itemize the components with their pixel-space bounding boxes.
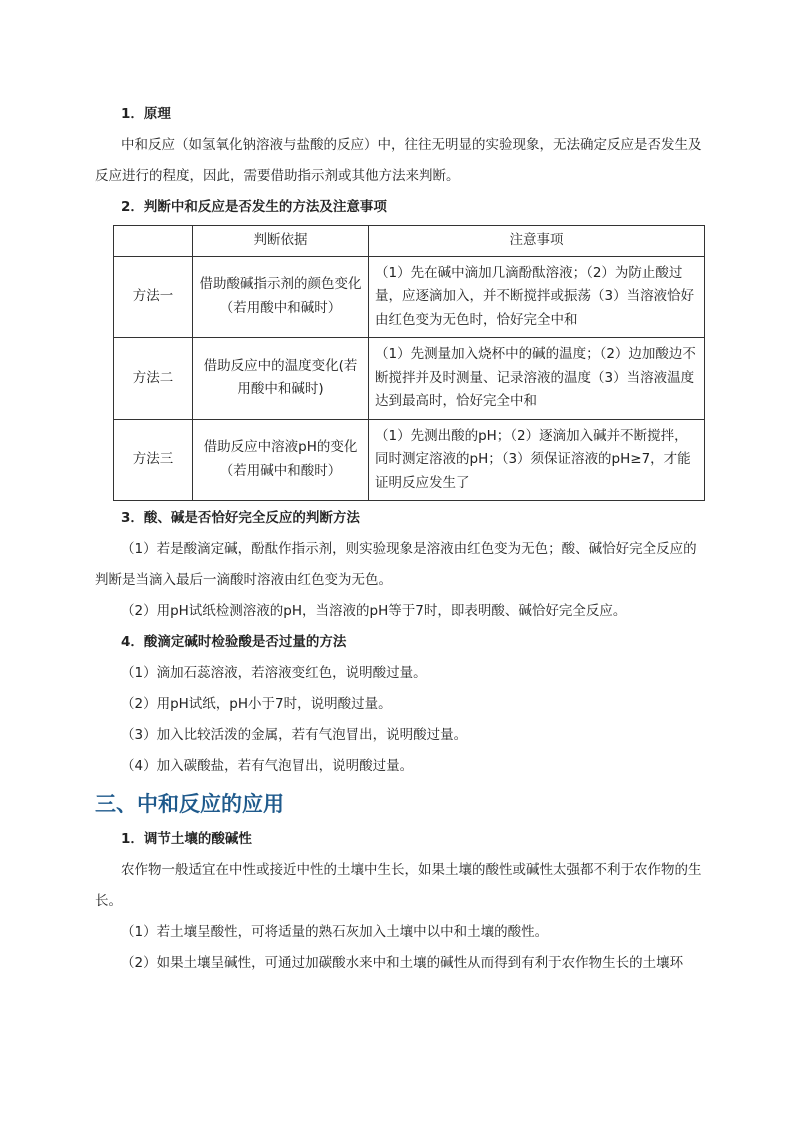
table-header-row bbox=[114, 226, 705, 257]
soil-paragraph: 农作物一般适宜在中性或接近中性的土壤中生长，如果土壤的酸性或碱性太强都不利于农作物的生长。 bbox=[95, 862, 702, 909]
document-content bbox=[95, 99, 707, 979]
section-heading-soil: 1．调节土壤的酸碱性 bbox=[121, 831, 252, 847]
excess-acid-item: （2）用pH试纸，pH小于7时，说明酸过量。 bbox=[121, 696, 392, 712]
table-row bbox=[114, 338, 705, 420]
table-header-cell: 判断依据 bbox=[193, 226, 369, 257]
basis-cell: 借助反应中溶液pH的变化（若用碱中和酸时） bbox=[193, 419, 369, 501]
table-header-cell: 注意事项 bbox=[369, 226, 705, 257]
table-header-cell bbox=[114, 226, 193, 257]
method-name-cell: 方法二 bbox=[114, 338, 193, 420]
judgement-item: （2）用pH试纸检测溶液的pH，当溶液的pH等于7时，即表明酸、碱恰好完全反应。 bbox=[121, 603, 627, 619]
notes-cell: （1）先在碱中滴加几滴酚酞溶液；（2）为防止酸过量，应逐滴加入，并不断搅拌或振荡（3）当溶液恰好由红色变为无色时，恰好完全中和 bbox=[369, 256, 705, 338]
table-row bbox=[114, 419, 705, 501]
section-heading-judgement: 3．酸、碱是否恰好完全反应的判断方法 bbox=[121, 510, 360, 526]
methods-table bbox=[113, 225, 705, 501]
section-heading-principle: 1．原理 bbox=[121, 106, 171, 122]
table-row bbox=[114, 256, 705, 338]
basis-cell: 借助酸碱指示剂的颜色变化（若用酸中和碱时） bbox=[193, 256, 369, 338]
method-name-cell: 方法一 bbox=[114, 256, 193, 338]
principle-paragraph: 中和反应（如氢氧化钠溶液与盐酸的反应）中，往往无明显的实验现象，无法确定反应是否发生及反应进行的程度，因此，需要借助指示剂或其他方法来判断。 bbox=[95, 137, 702, 184]
notes-cell: （1）先测出酸的pH；（2）逐滴加入碱并不断搅拌，同时测定溶液的pH；（3）须保证溶液的pH≥7，才能证明反应发生了 bbox=[369, 419, 705, 501]
chapter-title: 三、中和反应的应用 bbox=[95, 792, 284, 816]
excess-acid-item: （4）加入碳酸盐，若有气泡冒出，说明酸过量。 bbox=[121, 758, 414, 774]
judgement-item: （1）若是酸滴定碱，酚酞作指示剂，则实验现象是溶液由红色变为无色；酸、碱恰好完全反应的判断是当滴入最后一滴酸时溶液由红色变为无色。 bbox=[95, 541, 697, 588]
basis-cell: 借助反应中的温度变化(若用酸中和碱时) bbox=[193, 338, 369, 420]
section-heading-excess-acid: 4．酸滴定碱时检验酸是否过量的方法 bbox=[121, 634, 347, 650]
soil-item: （1）若土壤呈酸性，可将适量的熟石灰加入土壤中以中和土壤的酸性。 bbox=[121, 924, 549, 940]
method-name-cell: 方法三 bbox=[114, 419, 193, 501]
notes-cell: （1）先测量加入烧杯中的碱的温度；（2）边加酸边不断搅拌并及时测量、记录溶液的温度（3）当溶液温度达到最高时，恰好完全中和 bbox=[369, 338, 705, 420]
excess-acid-item: （1）滴加石蕊溶液，若溶液变红色，说明酸过量。 bbox=[121, 665, 427, 681]
soil-item: （2）如果土壤呈碱性，可通过加碳酸水来中和土壤的碱性从而得到有利于农作物生长的土壤环 bbox=[121, 955, 684, 971]
excess-acid-item: （3）加入比较活泼的金属，若有气泡冒出，说明酸过量。 bbox=[121, 727, 468, 743]
section-heading-methods: 2．判断中和反应是否发生的方法及注意事项 bbox=[121, 199, 387, 215]
